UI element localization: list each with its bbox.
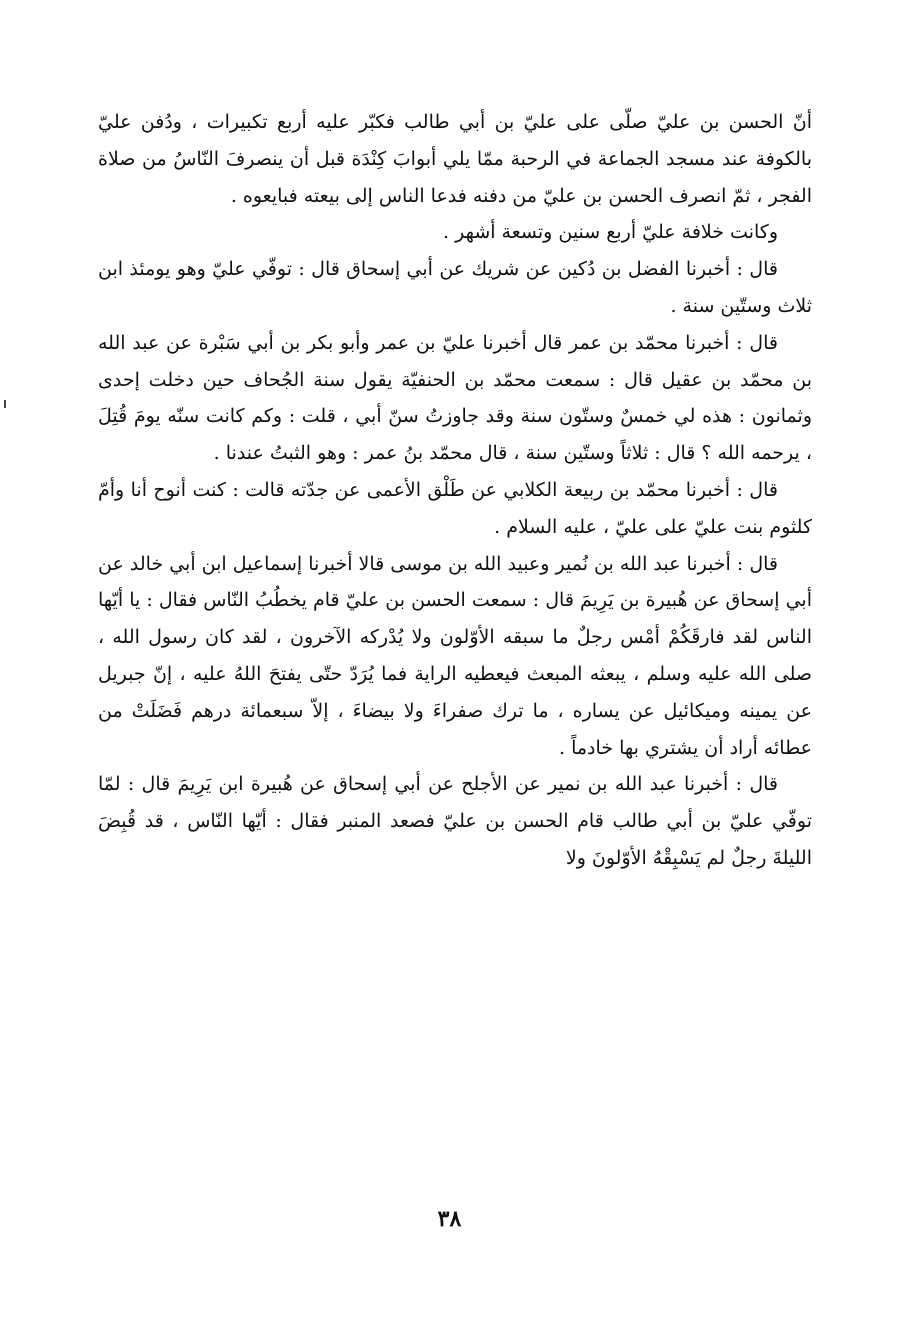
paragraph-3: قال : أخبرنا الفضل بن دُكين عن شريك عن أبي إسحاق قال : توفّي عليّ وهو يومئذ ابن ثلاث وستّين سنة . [98, 258, 812, 317]
paragraph-4: قال : أخبرنا محمّد بن عمر قال أخبرنا عليّ بن عمر وأبو بكر بن أبي سَبْرة عن عبد الله بن محمّد بن عقيل قال : سمعت محمّد بن الحنفيّة يقول سنة الجُحاف حين دخلت إحدى وثمانون : هذه لي خمسٌ وستّون سنة وقد جاوزتُ سنّ أبي ، قلت : وكم كانت سنّه يومَ قُتِلَ ، يرحمه الله ؟ قال : ثلاثاً وستّين سنة ، قال محمّد بنُ عمر : وهو الثبتُ عندنا . [98, 331, 812, 465]
paragraph-1: أنّ الحسن بن عليّ صلّى على عليّ بن أبي طالب فكبّر عليه أربع تكبيرات ، ودُفن عليّ بالكوفة عند مسجد الجماعة في الرحبة ممّا يلي أبوابَ كِنْدَة قبل أن ينصرفَ النّاسُ من صلاة الفجر ، ثمّ انصرف الحسن بن عليّ من دفنه فدعا الناس إلى بيعته فبايعوه . [98, 111, 812, 207]
scan-edge-mark [4, 400, 6, 408]
paragraph-2: وكانت خلافة عليّ أربع سنين وتسعة أشهر . [443, 221, 778, 244]
paragraph-6: قال : أخبرنا عبد الله بن نُمير وعبيد الله بن موسى قالا أخبرنا إسماعيل ابن أبي خالد عن أبي إسحاق عن هُبيرة بن يَرِيمَ قال : سمعت الحسن بن عليّ قام يخطُبُ النّاس فقال : يا أيّها الناس لقد فارقَكُمْ أمْس رجلٌ ما سبقه الأوّلون ولا يُدْركه الآخرون ، لقد كان رسول الله ، صلى الله عليه وسلم ، يبعثه المبعث فيعطيه الراية فما يُرَدّ حتّى يفتحَ اللهُ عليه ، إنّ جبريل عن يمينه وميكائيل عن يساره ، ما ترك صفراءَ ولا بيضاءَ ، إلاّ سبعمائة درهم فَضَلَتْ من عطائه أراد أن يشتري بها خادماً . [98, 552, 812, 759]
body-text [98, 104, 812, 877]
paragraph-5: قال : أخبرنا محمّد بن ربيعة الكلابي عن طَلْق الأعمى عن جدّته قالت : كنت أنوح أنا وأمّ كلثوم بنت عليّ على عليّ ، عليه السلام . [98, 478, 812, 538]
paragraph-7: قال : أخبرنا عبد الله بن نمير عن الأجلح عن أبي إسحاق عن هُبيرة ابن يَرِيمَ قال : لمّا توفّي عليّ بن أبي طالب قام الحسن بن عليّ فصعد المنبر فقال : أيّها النّاس ، قد قُبِضَ الليلةَ رجلٌ لم يَسْبِقْهُ الأوّلونَ ولا [98, 773, 812, 869]
page-number: ٣٨ [437, 1206, 462, 1232]
